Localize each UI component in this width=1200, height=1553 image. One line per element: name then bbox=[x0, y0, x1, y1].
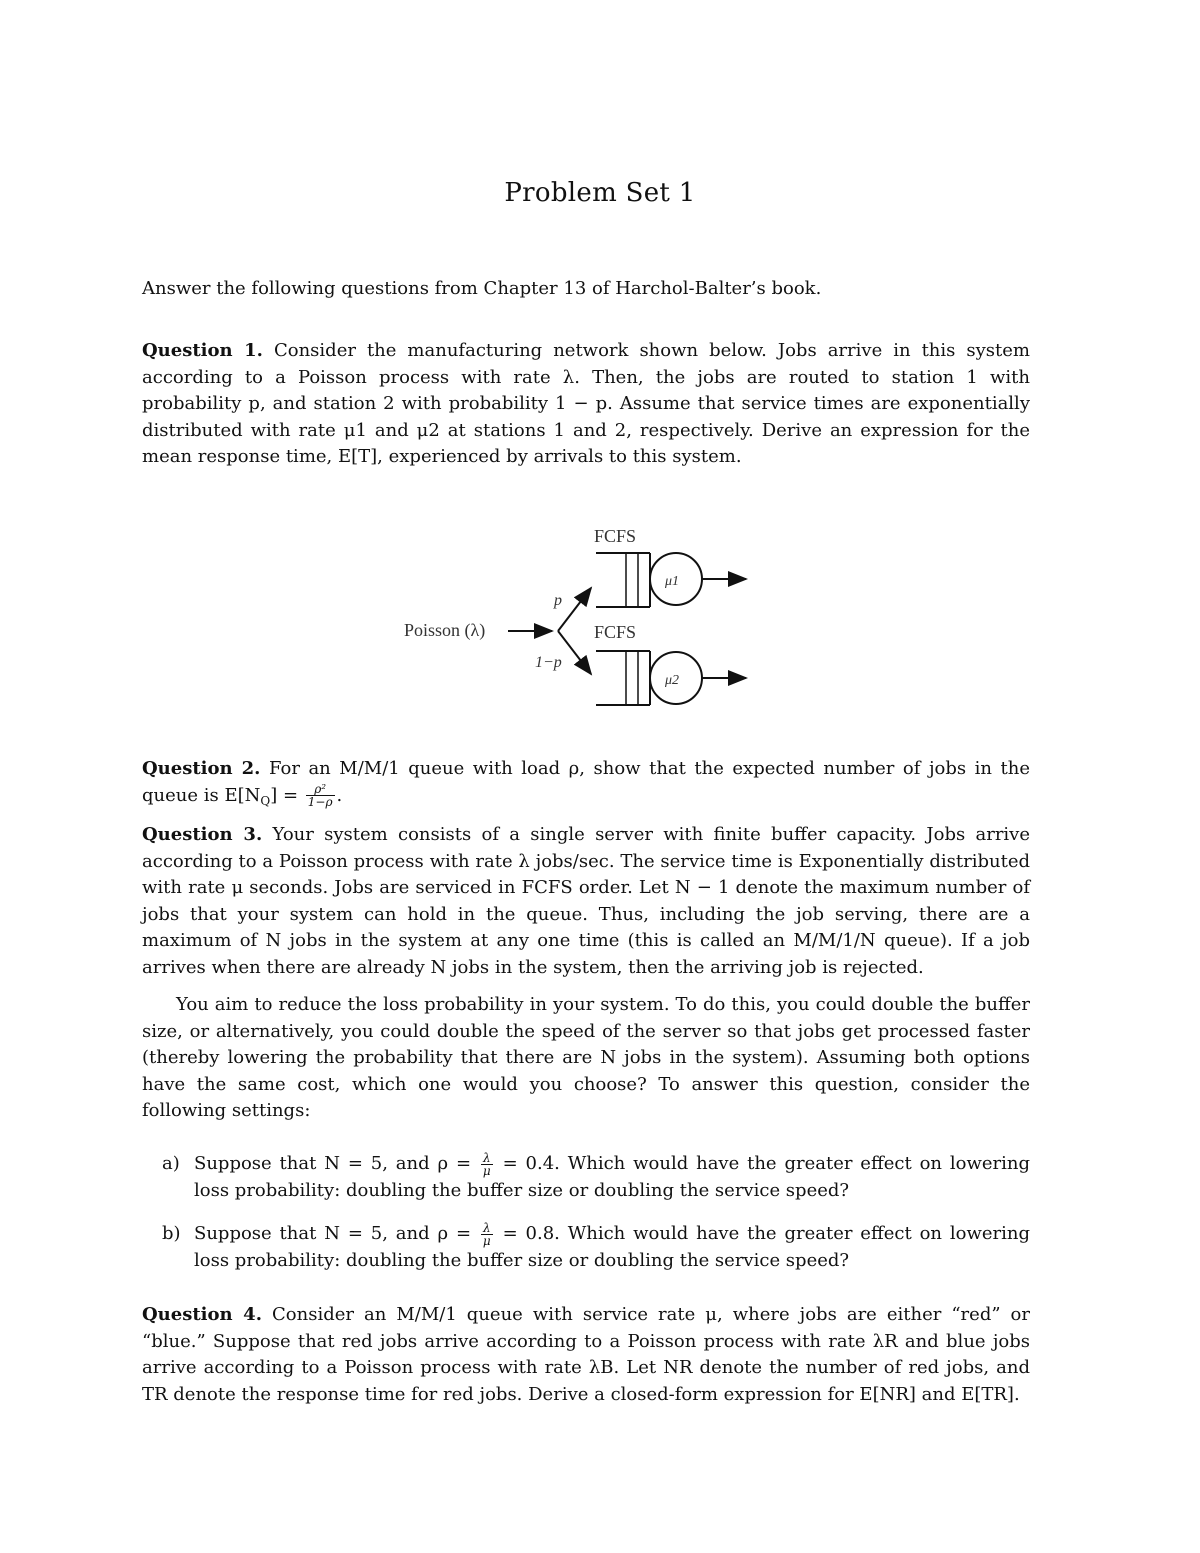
page-title: Problem Set 1 bbox=[504, 178, 696, 208]
question-4-label: Question 4. bbox=[142, 1304, 262, 1325]
poisson-source-label: Poisson (λ) bbox=[404, 620, 486, 640]
question-2-label: Question 2. bbox=[142, 758, 261, 779]
question-2-subscript: Q bbox=[260, 793, 271, 808]
question-3-item-b-tag: b) bbox=[162, 1223, 181, 1244]
queue-1-buffer bbox=[596, 553, 650, 607]
queue-network-diagram bbox=[390, 515, 770, 715]
question-3-text: Your system consists of a single server with finite buffer capacity. Jobs arrive according to a Poisson process with rate λ jobs/sec. The service time is Exponentially distributed with rate μ seconds. Jobs are serviced in FCFS order. Let N − 1 denote the maximum number of jobs that your system can hold in the queue. Thus, including the job serving, there are a maximum of N jobs in the system at any one time (this is called an M/M/1/N queue). If a job arrives when there are already N jobs in the system, then the arriving job is rejected. bbox=[142, 824, 1030, 978]
question-3-item-b: Suppose that N = 5, and ρ = $\frac{\lambda}{\mu}$ = 0.8. Which would have the greater effect on lowering loss probability: doubling the buffer size or doubling the service speed? bbox=[194, 1220, 1030, 1271]
question-3-item-a: Suppose that N = 5, and ρ = $\frac{\lambda}{\mu}$ = 0.4. Which would have the greater effect on lowering loss probability: doubling the buffer size or doubling the service speed? bbox=[194, 1150, 1030, 1201]
question-3-label: Question 3. bbox=[142, 824, 263, 845]
question-3 bbox=[142, 822, 1030, 982]
branch-bottom-label: 1−p bbox=[535, 654, 562, 671]
intro-paragraph: Answer the following questions from Chapter 13 of Harchol-Balter’s book. bbox=[142, 278, 822, 299]
question-3-item-a-tag: a) bbox=[162, 1153, 180, 1174]
branch-top-label: p bbox=[554, 592, 562, 609]
branch-top-arrow bbox=[558, 588, 591, 631]
question-2-text: For an M/M/1 queue with load ρ, show that the expected number of jobs in the queue is E[N bbox=[142, 758, 1030, 806]
question-2-eq: ] = bbox=[270, 784, 299, 806]
rho-fraction: $\frac{\lambda}{\mu}$ bbox=[482, 1220, 491, 1248]
queue-1-discipline-label: FCFS bbox=[594, 526, 637, 546]
question-1 bbox=[142, 338, 1030, 471]
queue-2-discipline-label: FCFS bbox=[594, 622, 637, 642]
question-2: Question 2. For an M/M/1 queue with load ρ, show that the expected number of jobs in the queue is $E[N_Q]$ = $\frac{\text{ρ²}}{1-\rho}$ . bbox=[142, 758, 1030, 810]
rho-fraction: $\frac{\lambda}{\mu}$ bbox=[482, 1150, 491, 1178]
question-1-label: Question 1. bbox=[142, 340, 263, 361]
branch-bottom-arrow bbox=[558, 631, 591, 674]
question-3-paragraph-2: You aim to reduce the loss probability in your system. To do this, you could double the buffer size, or alternatively, you could double the speed of the server so that jobs get processed faster (thereby lowering the probability that there are N jobs in the system). Assuming both options have the same cost, which one would you choose? To answer this question, consider the following settings: bbox=[142, 994, 1030, 1122]
queue-2-buffer bbox=[596, 651, 650, 705]
question-4 bbox=[142, 1302, 1030, 1408]
question-4-text: Consider an M/M/1 queue with service rate μ, where jobs are either “red” or “blue.” Suppose that red jobs arrive according to a Poisson process with rate λR and blue jobs arrive according to a Poisson process with rate λB. Let NR denote the number of red jobs, and TR denote the response time for red jobs. Derive a closed-form expression for E[NR] and E[TR]. bbox=[142, 1304, 1031, 1405]
server-2-rate: μ2 bbox=[665, 673, 680, 688]
question-2-fraction: $\frac{\text{ρ²}}{1-\rho}$ bbox=[307, 782, 333, 810]
server-1-rate: μ1 bbox=[665, 574, 680, 589]
question-1-text: Consider the manufacturing network shown below. Jobs arrive in this system according to a Poisson process with rate λ. Then, the jobs are routed to station 1 with probability p, and station 2 with probability 1 − p. Assume that service times are exponentially distributed with rate μ1 and μ2 at stations 1 and 2, respectively. Derive an expression for the mean response time, E[T], experienced by arrivals to this system. bbox=[142, 340, 1031, 468]
